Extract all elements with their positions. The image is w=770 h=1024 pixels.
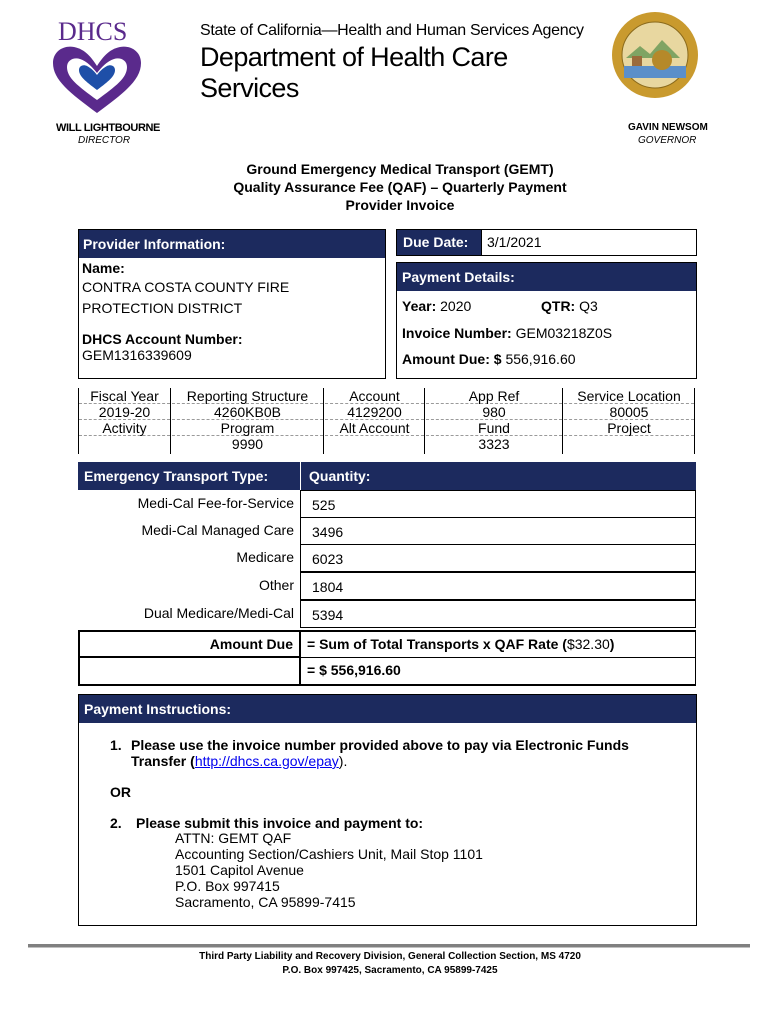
instruction-1-number: 1. bbox=[110, 737, 122, 753]
result-value: 556,916.60 bbox=[330, 662, 401, 678]
table-cell: App Ref bbox=[426, 388, 562, 404]
logo-wordmark: DHCS bbox=[58, 18, 128, 46]
table-cell: Fund bbox=[426, 420, 562, 436]
table-cell: Program bbox=[172, 420, 323, 436]
address-line: Sacramento, CA 95899-7415 bbox=[175, 894, 356, 910]
app-ref-column bbox=[426, 388, 563, 454]
service-location-column bbox=[564, 388, 695, 454]
table-cell: 80005 bbox=[564, 404, 694, 420]
governor-name: GAVIN NEWSOM bbox=[628, 122, 708, 133]
instruction-2-text: Please submit this invoice and payment to: bbox=[136, 815, 424, 831]
year-field bbox=[402, 298, 471, 314]
department-name: Department of Health Care Services bbox=[200, 42, 508, 103]
result-prefix: = $ bbox=[307, 662, 327, 678]
title-line-3: Provider Invoice bbox=[345, 197, 455, 213]
table-cell: Account bbox=[325, 388, 424, 404]
address-line: Accounting Section/Cashiers Unit, Mail Stop 1101 bbox=[175, 846, 483, 862]
address-line: ATTN: GEMT QAF bbox=[175, 830, 292, 846]
fiscal-year-column bbox=[78, 388, 171, 454]
account-column bbox=[325, 388, 425, 454]
table-cell bbox=[79, 436, 170, 452]
address-line: P.O. Box 997415 bbox=[175, 878, 280, 894]
transport-quantity: 5394 bbox=[300, 600, 696, 628]
invoice-number-field bbox=[402, 325, 612, 341]
table-cell bbox=[325, 436, 424, 452]
title-line-1: Ground Emergency Medical Transport (GEMT) bbox=[246, 161, 554, 177]
footer bbox=[100, 950, 680, 978]
year-label: Year: bbox=[402, 298, 437, 314]
invoice-number-label: Invoice Number: bbox=[402, 325, 512, 341]
transport-type-label: Medi-Cal Managed Care bbox=[141, 522, 294, 538]
accounting-codes-table bbox=[78, 388, 695, 454]
transport-type-label: Medicare bbox=[236, 549, 294, 565]
payment-details-heading: Payment Details: bbox=[397, 263, 696, 291]
table-cell bbox=[564, 436, 694, 452]
director-title: DIRECTOR bbox=[78, 135, 131, 146]
amount-due-field bbox=[402, 351, 576, 367]
transport-type-heading: Emergency Transport Type: bbox=[78, 462, 300, 490]
due-date-label: Due Date: bbox=[397, 230, 481, 255]
address-line: 1501 Capitol Avenue bbox=[175, 862, 304, 878]
qtr-value: Q3 bbox=[579, 298, 598, 314]
table-cell: 980 bbox=[426, 404, 562, 420]
title-line-2: Quality Assurance Fee (QAF) – Quarterly Payment bbox=[233, 179, 567, 195]
table-cell: 2019-20 bbox=[79, 404, 170, 420]
amount-due-result bbox=[300, 657, 696, 686]
qtr-field bbox=[541, 298, 598, 314]
amount-due-value: 556,916.60 bbox=[505, 351, 576, 367]
instruction-2-number: 2. bbox=[110, 815, 122, 831]
footer-divider-light bbox=[28, 947, 750, 948]
qaf-rate: $32.30 bbox=[566, 636, 610, 652]
qtr-label: QTR: bbox=[541, 298, 576, 314]
instruction-1 bbox=[131, 737, 691, 769]
state-seal-icon bbox=[610, 8, 700, 103]
instruction-1-transfer: Transfer ( bbox=[131, 753, 195, 769]
year-value: 2020 bbox=[440, 298, 472, 314]
transport-quantity: 3496 bbox=[300, 517, 696, 545]
table-cell: Fiscal Year bbox=[79, 388, 170, 404]
footer-line-2: P.O. Box 997425, Sacramento, CA 95899-7425 bbox=[282, 965, 498, 976]
table-cell: 3323 bbox=[478, 436, 510, 452]
due-date-value: 3/1/2021 bbox=[481, 229, 697, 256]
transport-quantity: 1804 bbox=[300, 572, 696, 600]
footer-line-1: Third Party Liability and Recovery Division, General Collection Section, MS 4720 bbox=[199, 951, 581, 962]
or-separator: OR bbox=[110, 784, 131, 800]
amount-due-result-spacer bbox=[78, 657, 300, 686]
provider-name-value bbox=[82, 277, 289, 319]
account-number-label: DHCS Account Number: bbox=[82, 331, 243, 347]
transport-quantity: 525 bbox=[300, 490, 696, 518]
table-cell: 4129200 bbox=[325, 404, 424, 420]
amount-due-formula bbox=[300, 630, 696, 658]
table-cell: Reporting Structure bbox=[172, 388, 323, 404]
account-number-value: GEM1316339609 bbox=[82, 347, 192, 363]
table-cell: 9990 bbox=[231, 436, 264, 452]
epay-link[interactable]: http://dhcs.ca.gov/epay bbox=[194, 753, 339, 769]
instruction-1-end: ). bbox=[338, 753, 348, 769]
table-cell: Service Location bbox=[564, 388, 694, 404]
transport-type-label: Medi-Cal Fee-for-Service bbox=[137, 495, 294, 511]
director-name: WILL LIGHTBOURNE bbox=[56, 122, 160, 134]
transport-quantity: 6023 bbox=[300, 544, 696, 572]
agency-name: State of California—Health and Human Services Agency bbox=[200, 22, 584, 39]
table-cell: 4260KB0B bbox=[172, 404, 323, 420]
amount-due-row-label: Amount Due bbox=[78, 630, 300, 658]
invoice-number-value: GEM03218Z0S bbox=[515, 325, 613, 341]
document-title bbox=[150, 160, 650, 214]
provider-info-heading: Provider Information: bbox=[79, 230, 385, 258]
instruction-1-text: Please use the invoice number provided above to pay via Electronic Funds bbox=[131, 737, 629, 753]
mailing-address bbox=[175, 830, 483, 910]
payment-instructions-heading: Payment Instructions: bbox=[79, 695, 696, 723]
provider-name-label: Name: bbox=[82, 260, 125, 276]
table-cell: Project bbox=[564, 420, 694, 436]
reporting-structure-column bbox=[172, 388, 324, 454]
transport-type-label: Other bbox=[258, 577, 294, 593]
amount-due-label: Amount Due: $ bbox=[402, 351, 502, 367]
dhcs-logo bbox=[50, 18, 145, 118]
formula-prefix: = Sum of Total Transports x QAF Rate ( bbox=[307, 636, 567, 652]
provider-name-line-1: CONTRA COSTA COUNTY FIRE bbox=[82, 279, 290, 295]
transport-type-label: Dual Medicare/Medi-Cal bbox=[143, 605, 294, 621]
instruction-1-text-line2 bbox=[131, 753, 691, 769]
table-cell: Activity bbox=[79, 420, 170, 436]
table-cell: Alt Account bbox=[325, 420, 424, 436]
governor-title: GOVERNOR bbox=[638, 135, 697, 146]
quantity-heading: Quantity: bbox=[300, 462, 696, 490]
formula-suffix: ) bbox=[609, 636, 615, 652]
provider-name-line-2: PROTECTION DISTRICT bbox=[82, 300, 243, 316]
